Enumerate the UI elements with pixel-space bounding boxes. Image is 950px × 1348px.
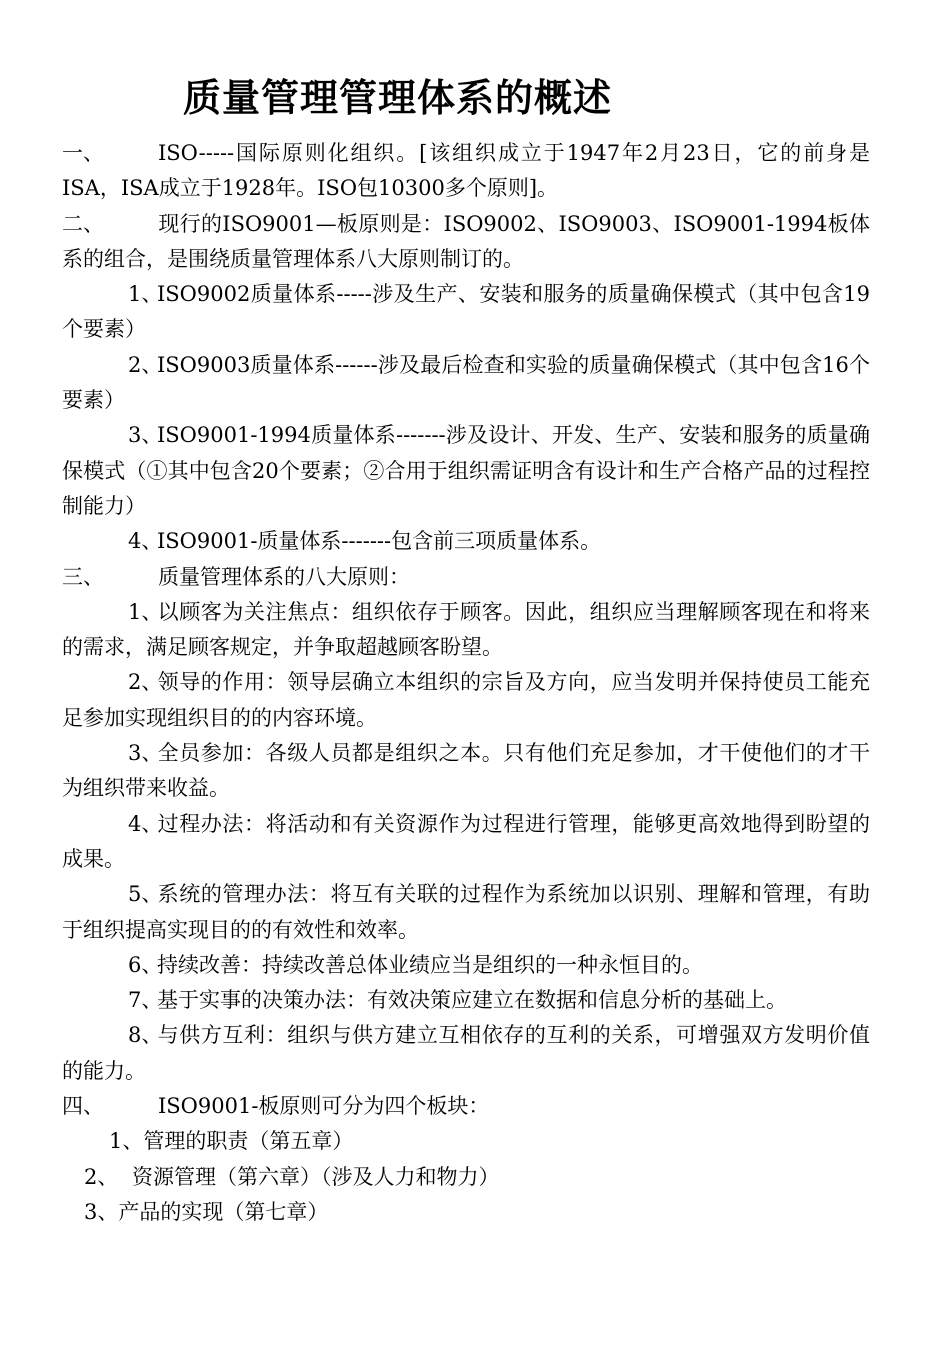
section-2-item-4	[62, 524, 870, 559]
section-3-item-3	[62, 736, 870, 807]
section-4-item-1	[62, 1124, 870, 1159]
section-text: ISO9001-板原则可分为四个板块：	[158, 1094, 490, 1119]
section-2-item-1	[62, 277, 870, 348]
item-text: 全员参加：各级人员都是组织之本。只有他们充足参加，才干使他们的才干为组织带来收益。	[62, 741, 870, 801]
item-number: 8、	[128, 1023, 163, 1048]
section-text: 质量管理体系的八大原则：	[158, 564, 410, 589]
item-number: 4、	[128, 811, 163, 836]
item-number: 2、	[84, 1164, 119, 1189]
item-text: 管理的职责（第五章）	[143, 1129, 354, 1154]
item-number: 7、	[128, 988, 163, 1013]
section-3-item-4	[62, 807, 870, 878]
item-text: ISO9001-质量体系-------包含前三项质量体系。	[157, 529, 602, 554]
item-number: 3、	[128, 423, 163, 448]
document-body	[62, 136, 870, 1230]
item-number: 1、	[109, 1129, 144, 1154]
item-number: 4、	[128, 529, 163, 554]
section-2-item-3	[62, 418, 870, 524]
item-number: 1、	[128, 282, 163, 307]
item-text: 资源管理（第六章）（涉及人力和物力）	[132, 1164, 500, 1189]
section-3-item-7	[62, 983, 870, 1018]
item-number: 1、	[128, 599, 163, 624]
item-text: 产品的实现（第七章）	[118, 1199, 329, 1224]
section-2	[62, 207, 870, 278]
item-text: ISO9001-1994质量体系-------涉及设计、开发、生产、安装和服务的质量确保模式（①其中包含20个要素；②合用于组织需证明含有设计和生产合格产品的过程控制能力）	[62, 423, 870, 518]
section-text: 现行的ISO9001—板原则是：ISO9002、ISO9003、ISO9001-1994板体系的组合，是围绕质量管理体系八大原则制订的。	[62, 211, 870, 271]
item-number: 5、	[128, 882, 163, 907]
section-3-item-1	[62, 595, 870, 666]
section-3-item-6	[62, 948, 870, 983]
section-4-item-3	[62, 1195, 870, 1230]
section-2-item-2	[62, 348, 870, 419]
section-number: 一、	[62, 141, 104, 165]
section-3-item-2	[62, 665, 870, 736]
section-4-item-2	[62, 1160, 870, 1195]
section-3-item-8	[62, 1018, 870, 1089]
section-number: 四、	[62, 1094, 104, 1119]
item-text: 系统的管理办法：将互有关联的过程作为系统加以识别、理解和管理，有助于组织提高实现目的的有效性和效率。	[62, 882, 870, 942]
section-3	[62, 560, 870, 595]
item-text: ISO9002质量体系-----涉及生产、安装和服务的质量确保模式（其中包含19个要素）	[62, 282, 870, 342]
item-text: ISO9003质量体系------涉及最后检查和实验的质量确保模式（其中包含16个要素）	[62, 352, 870, 413]
item-number: 3、	[128, 741, 163, 766]
section-1	[62, 136, 870, 207]
section-number: 三、	[62, 564, 104, 589]
item-text: 与供方互利：组织与供方建立互相依存的互利的关系，可增强双方发明价值的能力。	[62, 1023, 870, 1083]
section-4	[62, 1089, 870, 1124]
section-number: 二、	[62, 211, 104, 236]
item-number: 2、	[128, 352, 163, 377]
document-title: 质量管理管理体系的概述	[183, 75, 613, 120]
item-number: 3、	[84, 1199, 119, 1224]
item-text: 领导的作用：领导层确立本组织的宗旨及方向，应当发明并保持使员工能充足参加实现组织目的的内容环境。	[62, 670, 870, 730]
item-text: 基于实事的决策办法：有效决策应建立在数据和信息分析的基础上。	[157, 988, 787, 1013]
item-number: 6、	[128, 952, 163, 977]
item-text: 过程办法：将活动和有关资源作为过程进行管理，能够更高效地得到盼望的成果。	[62, 811, 870, 871]
item-text: 以顾客为关注焦点：组织依存于顾客。因此，组织应当理解顾客现在和将来的需求，满足顾客规定，并争取超越顾客盼望。	[62, 599, 870, 660]
item-text: 持续改善：持续改善总体业绩应当是组织的一种永恒目的。	[157, 952, 703, 977]
item-number: 2、	[128, 670, 163, 695]
section-text: ISO-----国际原则化组织。[该组织成立于1947年2月23日，它的前身是ISA，ISA成立于1928年。ISO包10300多个原则]。	[62, 141, 870, 201]
section-3-item-5	[62, 877, 870, 948]
